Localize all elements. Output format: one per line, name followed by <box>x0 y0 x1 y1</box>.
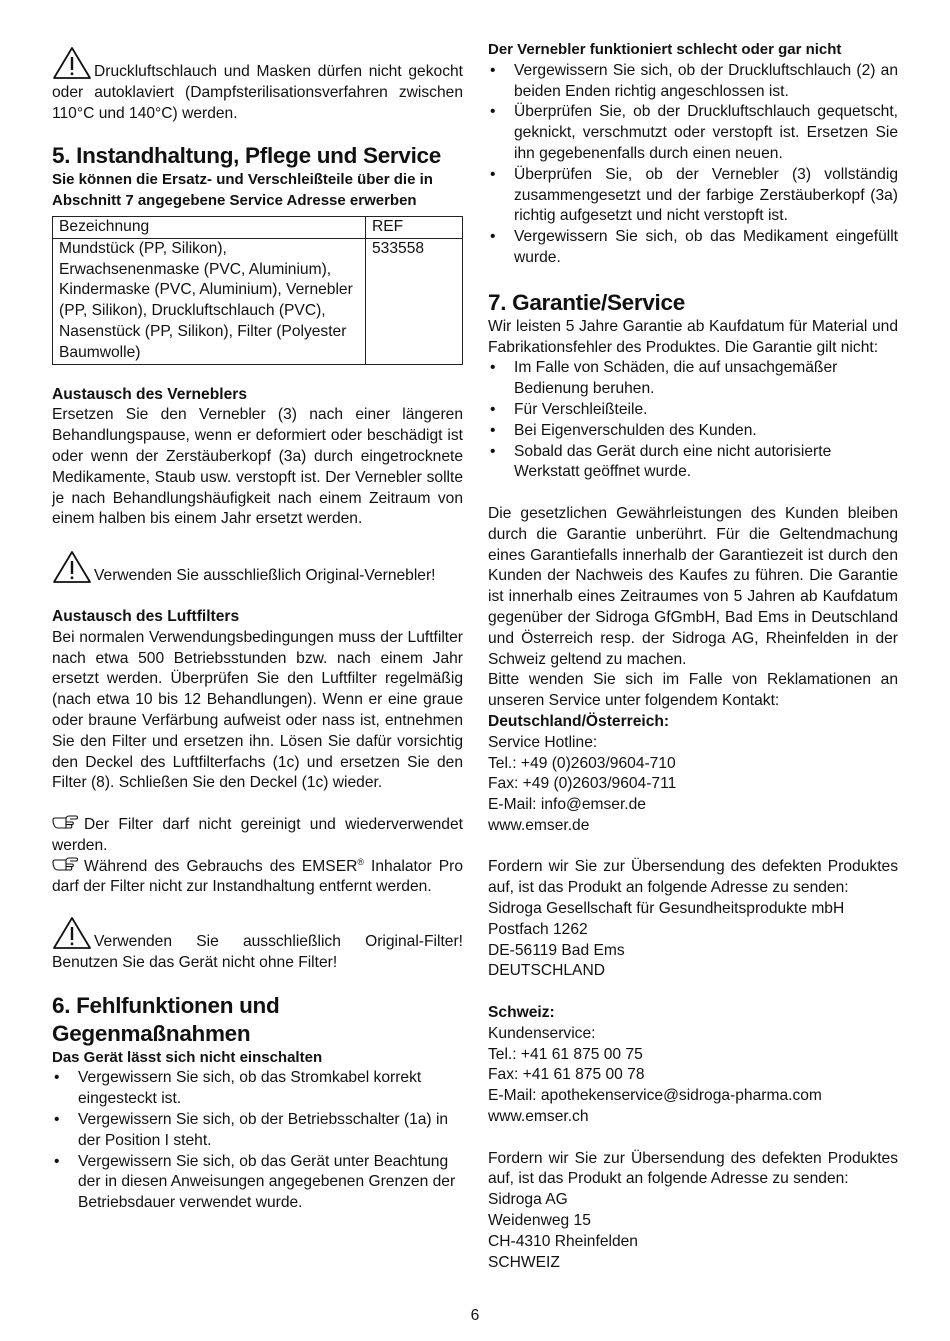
ch-address-line: Sidroga AG <box>488 1191 568 1209</box>
list-item: • Für Verschleißteile. <box>488 400 898 421</box>
list-item: • Vergewissern Sie sich, ob das Medikament eingefüllt wurde. <box>488 227 898 269</box>
de-service-hotline: Service Hotline: <box>488 733 598 751</box>
list-item: • Vergewissern Sie sich, ob der Betriebsschalter (1a) in der Position I steht. <box>52 1110 463 1152</box>
de-address-line: DEUTSCHLAND <box>488 962 605 980</box>
list-item: • Vergewissern Sie sich, ob der Druckluftschlauch (2) an beiden Enden richtig angeschlossen ist. <box>488 61 898 103</box>
nebulizer-malfunction-list <box>488 61 898 269</box>
ch-address-line: Weidenweg 15 <box>488 1212 591 1230</box>
note-filter-no-cleaning-text: Der Filter darf nicht gereinigt und wiederverwendet werden. <box>52 815 463 854</box>
ch-email: E-Mail: apothekenservice@sidroga-pharma.com <box>488 1087 822 1105</box>
pointing-hand-icon <box>52 857 78 871</box>
de-address-line: DE-56119 Bad Ems <box>488 941 625 959</box>
note-filter-no-cleaning <box>52 815 463 857</box>
left-column <box>52 40 463 1214</box>
table-cell-ref: 533558 <box>366 238 463 364</box>
pointing-hand-icon <box>52 815 78 829</box>
contact-intro: Bitte wenden Sie sich im Falle von Reklamationen an unseren Service unter folgendem Kontakt: <box>488 671 898 710</box>
section-5-subtitle: Sie können die Ersatz- und Verschleißteile über die in Abschnitt 7 angegebene Service Adresse erwerben <box>52 171 433 210</box>
de-send-instructions: Fordern wir Sie zur Übersendung des defekten Produktes auf, ist das Produkt an folgende Adresse zu senden: <box>488 858 898 897</box>
list-item: • Sobald das Gerät durch eine nicht autorisierte Werkstatt geöffnet wurde. <box>488 442 898 484</box>
nebulizer-replacement-title: Austausch des Verneblers <box>52 385 248 403</box>
section-6-list <box>52 1068 463 1214</box>
page-number: 6 <box>470 1307 480 1324</box>
de-fax: Fax: +49 (0)2603/9604-711 <box>488 775 677 793</box>
spare-parts-table <box>52 216 463 365</box>
nebulizer-malfunction-subtitle: Der Vernebler funktioniert schlecht oder gar nicht <box>488 41 842 58</box>
section-6-subtitle: Das Gerät lässt sich nicht einschalten <box>52 1048 323 1066</box>
air-filter-replacement-text: Bei normalen Verwendungsbedingungen muss der Luftfilter nach etwa 500 Betriebsstunden bzw. nach einem Jahr ersetzt werden. Überprüfen Sie den Luftfilter regelmäßig (nach etwa 10 bis 12 Behandlungen). Wenn er eine graue oder braune Verfärbung aufweist oder nass ist, entnehmen Sie den Filter und ersetzen ihn. Lösen Sie dafür vorsichtig den Deckel des Luftfilterfachs (1c) und ersetzen Sie den Filter (8). Schließen Sie den Deckel (1c) wieder. <box>52 628 463 792</box>
warning-icon <box>52 916 92 950</box>
note-filter-during-use-text-a: Während des Gebrauchs des EMSER <box>84 857 358 875</box>
table-row <box>53 238 463 364</box>
de-website: www.emser.de <box>488 816 590 834</box>
note-filter-during-use <box>52 857 463 899</box>
ch-phone: Tel.: +41 61 875 00 75 <box>488 1045 643 1063</box>
warranty-exclusions-list <box>488 358 898 483</box>
ch-website: www.emser.ch <box>488 1108 589 1126</box>
warning-icon <box>52 46 92 80</box>
list-item: • Vergewissern Sie sich, ob das Stromkabel korrekt eingesteckt ist. <box>52 1068 463 1110</box>
warning-hose-masks <box>52 46 463 124</box>
ch-fax: Fax: +41 61 875 00 78 <box>488 1066 645 1084</box>
de-address-line: Sidroga Gesellschaft für Gesundheitsprodukte mbH <box>488 900 845 918</box>
nebulizer-replacement-text: Ersetzen Sie den Vernebler (3) nach einer längeren Behandlungspause, wenn er deformiert oder beschädigt ist oder wenn der Zerstäuberkopf (3a) durch eingetrocknete Medikamente, Staub usw. verstopft ist. Der Vernebler sollte je nach Behandlungshäufigkeit nach einem Zeitraum von einem halben bis einem Jahr ersetzt werden. <box>52 406 463 528</box>
warning-original-nebulizer-text: Verwenden Sie ausschließlich Original-Vernebler! <box>94 567 436 585</box>
list-item: • Überprüfen Sie, ob der Druckluftschlauch gequetscht, geknickt, verschmutzt oder verstopft ist. Ersetzen Sie ihn gegebenenfalls durch einen neuen. <box>488 102 898 164</box>
warning-hose-masks-text: Druckluftschlauch und Masken dürfen nicht gekocht oder autoklaviert (Dampfsterilisationsverfahren zwischen 110°C und 140°C) werden. <box>52 63 463 122</box>
list-item: • Überprüfen Sie, ob der Vernebler (3) vollständig zusammengesetzt und der farbige Zerstäuberkopf (3a) richtig aufgesetzt und nicht verstopft ist. <box>488 165 898 227</box>
ch-address-line: CH-4310 Rheinfelden <box>488 1232 638 1250</box>
de-at-contact-title: Deutschland/Österreich: <box>488 712 670 730</box>
legal-warranty-text: Die gesetzlichen Gewährleistungen des Kunden bleiben durch die Garantie unberührt. Für die Geltendmachung eines Garantiefalls innerhalb der Garantiezeit ist durch den Kunden der Nachweis des Kaufes zu führen. Die Garantie ist innerhalb eines Zeitraumes von 5 Jahren ab Kaufdatum gegenüber der Sidroga GfGmbH, Bad Ems in Deutschland und Österreich resp. der Sidroga AG, Rheinfelden in der Schweiz geltend zu machen. <box>488 504 898 668</box>
registered-mark: ® <box>357 856 364 867</box>
warning-original-filter-text: Verwenden Sie ausschließlich Original-Filter! Benutzen Sie das Gerät nicht ohne Filter! <box>52 933 463 971</box>
de-phone: Tel.: +49 (0)2603/9604-710 <box>488 754 676 772</box>
warning-original-nebulizer <box>52 550 463 587</box>
warning-original-filter <box>52 916 463 974</box>
ch-customer-service: Kundenservice: <box>488 1024 596 1042</box>
de-address-line: Postfach 1262 <box>488 920 588 938</box>
list-item: • Vergewissern Sie sich, ob das Gerät unter Beachtung der in diesen Anweisungen angegebenen Grenzen der Betriebsdauer verwendet wurde. <box>52 1152 463 1214</box>
right-column <box>488 40 898 1273</box>
section-7-title: 7. Garantie/Service <box>488 289 685 315</box>
warranty-intro: Wir leisten 5 Jahre Garantie ab Kaufdatum für Material und Fabrikationsfehler des Produktes. Die Garantie gilt nicht: <box>488 317 898 356</box>
list-item: • Im Falle von Schäden, die auf unsachgemäßer Bedienung beruhen. <box>488 358 898 400</box>
note-filter-during-use-text-b: Inhalator Pro darf der Filter nicht zur Instandhaltung entfernt werden. <box>52 857 463 896</box>
de-email: E-Mail: info@emser.de <box>488 796 646 814</box>
ch-contact-title: Schweiz: <box>488 1004 555 1022</box>
table-cell-description: Mundstück (PP, Silikon), Erwachsenenmaske (PVC, Aluminium), Kindermaske (PVC, Aluminium), Vernebler (PP, Silikon), Druckluftschlauch (PVC), Nasenstück (PP, Silikon), Filter (Polyester Baumwolle) <box>53 238 366 364</box>
table-header-row <box>53 216 463 238</box>
list-item: • Bei Eigenverschulden des Kunden. <box>488 421 898 442</box>
table-header-designation: Bezeichnung <box>53 216 366 238</box>
table-header-ref: REF <box>366 216 463 238</box>
warning-icon <box>52 550 92 584</box>
section-6-title: 6. Fehlfunktionen und Gegenmaßnahmen <box>52 992 280 1046</box>
ch-address-line: SCHWEIZ <box>488 1253 560 1271</box>
section-5-title: 5. Instandhaltung, Pflege und Service <box>52 143 441 169</box>
ch-send-instructions: Fordern wir Sie zur Übersendung des defekten Produktes auf, ist das Produkt an folgende Adresse zu senden: <box>488 1149 898 1188</box>
air-filter-replacement-title: Austausch des Luftfilters <box>52 607 240 625</box>
